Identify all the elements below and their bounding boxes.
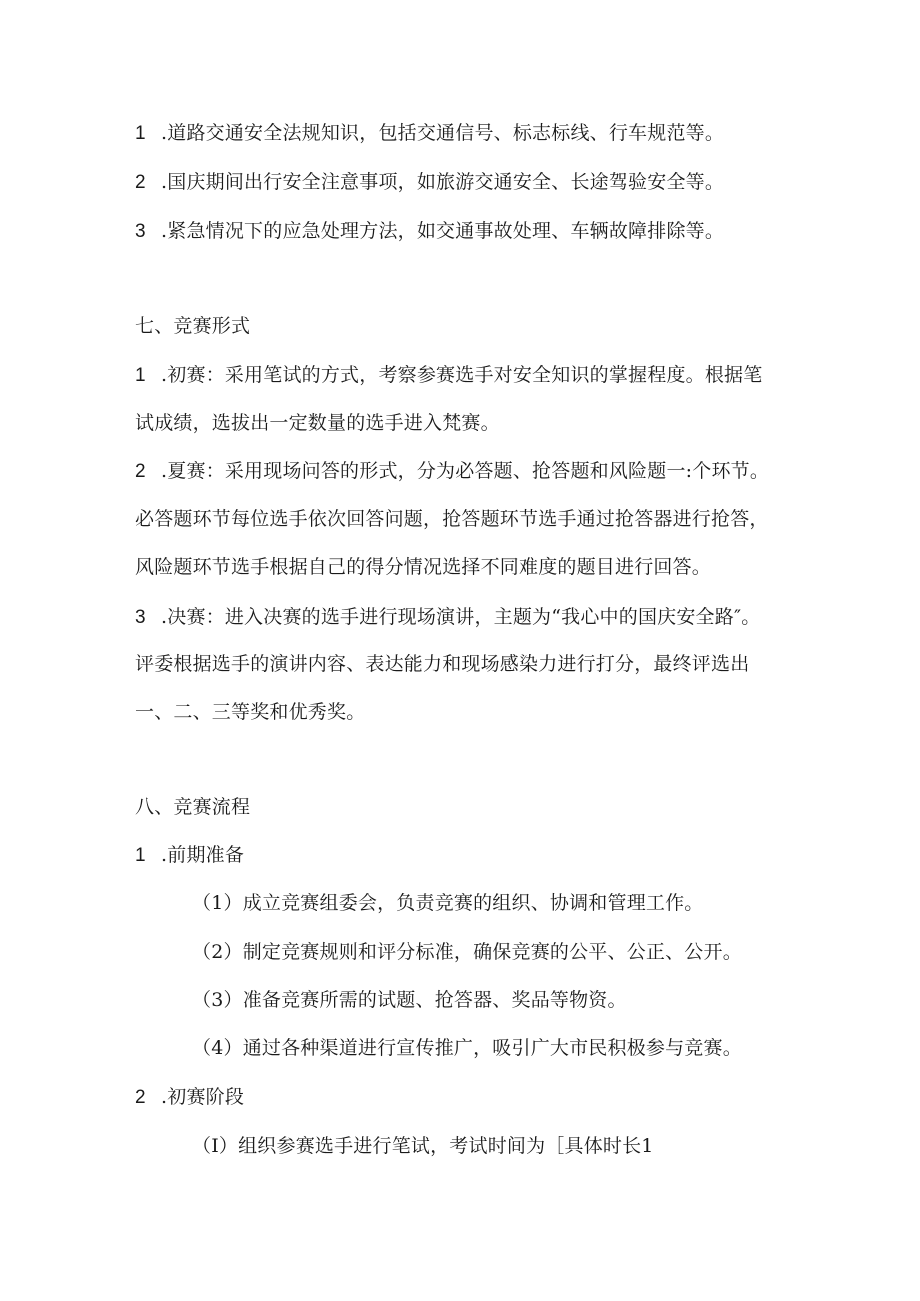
paragraph-line: 必答题环节每位选手依次回答问题，抢答题环节选手通过抢答器进行抢答， (135, 508, 769, 530)
paragraph-line: 风险题环节选手根据自己的得分情况选择不同难度的题目进行回答。 (135, 556, 712, 578)
sub-list-item: （4）通过各种渠道进行宣传推广，吸引广大市民积极参与竞赛。 (192, 1037, 742, 1059)
paragraph-line (135, 363, 762, 388)
list-item-number: 3 (135, 221, 146, 242)
stage-title-text: .前期准备 (161, 844, 245, 866)
sub-list-item: （I）组织参赛选手进行笔试，考试时间为［具体时长1 (192, 1135, 654, 1157)
section-heading-competition-format: 七、竞赛形式 (135, 315, 251, 337)
stage-title-text: .初赛阶段 (161, 1086, 245, 1108)
list-item-number: 3 (135, 607, 146, 628)
paragraph-line (135, 605, 760, 630)
list-item-number: 1 (135, 845, 146, 866)
sub-list-item: （1）成立竞赛组委会，负责竞赛的组织、协调和管理工作。 (192, 892, 704, 914)
section-heading-competition-process: 八、竞赛流程 (135, 796, 251, 818)
list-item (135, 121, 724, 146)
paragraph-line: 一、二、三等奖和优秀奖。 (135, 701, 366, 723)
list-item-text: .道路交通安全法规知识，包括交通信号、标志标线、行车规范等。 (161, 122, 725, 144)
paragraph-text: .初赛：采用笔试的方式，考察参赛选手对安全知识的掌握程度。根据笔 (161, 364, 763, 386)
list-item-number: 2 (135, 461, 146, 482)
paragraph-text: .夏赛：采用现场问答的形式，分为必答题、抢答题和风险题一:个环节。 (161, 460, 770, 482)
sub-list-item: （2）制定竞赛规则和评分标准，确保竞赛的公平、公正、公开。 (192, 941, 742, 963)
paragraph-line: 试成绩，选拔出一定数量的选手进入梵赛。 (135, 412, 500, 434)
stage-title (135, 1085, 244, 1110)
stage-title (135, 843, 244, 868)
list-item-text: .紧急情况下的应急处理方法，如交通事故处理、车辆故障排除等。 (161, 220, 725, 242)
list-item-number: 2 (135, 172, 146, 193)
list-item-number: 1 (135, 123, 146, 144)
list-item-text: .国庆期间出行安全注意事项，如旅游交通安全、长途驾验安全等。 (161, 171, 725, 193)
list-item-number: 2 (135, 1087, 146, 1108)
paragraph-line (135, 459, 769, 484)
paragraph-text: .决赛：进入决赛的选手进行现场演讲，主题为“我心中的国庆安全路″。 (161, 606, 761, 628)
sub-list-item: （3）准备竞赛所需的试题、抢答器、奖品等物资。 (192, 989, 627, 1011)
list-item (135, 170, 724, 195)
paragraph-line: 评委根据选手的演讲内容、表达能力和现场感染力进行打分，最终评选出 (135, 653, 750, 675)
list-item (135, 219, 724, 244)
list-item-number: 1 (135, 365, 146, 386)
